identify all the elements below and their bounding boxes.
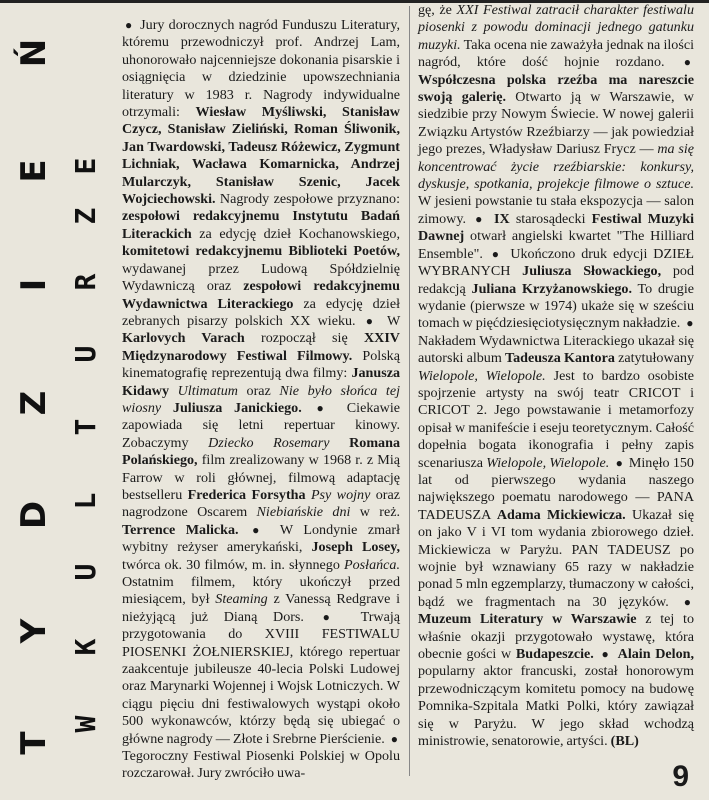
- column-divider: [409, 6, 410, 776]
- bullet-mark: ●: [322, 609, 358, 624]
- text-run: Niebiańskie dni: [256, 504, 351, 521]
- text-run: Terrence Malicka.: [122, 521, 239, 538]
- text-column-right: [418, 2, 694, 750]
- text-run: z Vanessą Redgrave i nieżyjącą już Dianą Dors.: [122, 591, 400, 625]
- title-letter: I: [14, 278, 54, 292]
- text-column-left: [122, 17, 400, 783]
- subtitle-letter: L: [69, 492, 102, 510]
- text-run: zatytułowany: [614, 350, 694, 367]
- bullet-mark: ●: [683, 594, 691, 609]
- text-run: [161, 400, 173, 416]
- text-run: twórca ok. 30 filmów, m. in. słynnego: [122, 556, 345, 573]
- subtitle-letter: Z: [69, 207, 102, 225]
- title-letter: T: [14, 731, 54, 755]
- text-run: W jesieni powstanie tu stała ekspozycja — salon zimowy.: [418, 193, 694, 227]
- text-run: [169, 383, 178, 399]
- section-title: [6, 14, 58, 784]
- text-run: IX: [494, 210, 510, 227]
- text-run: wydawanej przez Ludową Spółdzielnię Wydawniczą oraz: [122, 260, 400, 295]
- text-run: Minęło 150 lat od pierwszego wydania naszego największego poematu narodowego — PANA TADEUSZA: [418, 454, 694, 523]
- text-run: Nakładem Wydawnictwa Literackiego ukazał się autorski album: [418, 332, 694, 367]
- text-run: Steaming: [215, 591, 268, 608]
- text-run: [594, 646, 599, 662]
- text-run: film zrealizowany w 1968 r. z Mią Farrow w roli głównej, filmową adaptację bestselleru: [122, 452, 400, 503]
- subtitle-letter: W: [69, 715, 102, 733]
- text-run: Ukończono druk edycji DZIEŁ WYBRANYCH: [418, 245, 694, 280]
- text-run: [329, 435, 349, 451]
- text-run: Ukazał się on jako V i VI tom wydania zbiorowego dzieł. Mickiewicza w Paryżu. PAN TADEUSZ po wojnie był wznawiany 65 razy w nakładzie ponad 5 mln egzemplarzy, tłumaczony w całości, bądź we fragmentach na 30 języków.: [418, 506, 694, 610]
- subtitle-letter: U: [69, 563, 102, 581]
- text-run: w reż.: [350, 504, 401, 521]
- title-letter: E: [14, 159, 54, 183]
- text-run: rozpoczął się: [244, 330, 364, 347]
- text-run: W: [386, 312, 401, 329]
- text-run: Janusza Kidawy: [122, 365, 400, 399]
- text-run: Juliusza Janickiego.: [172, 399, 302, 416]
- bullet-mark: ●: [491, 246, 508, 261]
- subtitle-letter: T: [69, 418, 102, 436]
- text-run: Romana Polańskiego,: [122, 434, 400, 469]
- subtitle-letter: E: [69, 157, 102, 175]
- text-run: komitetowi redakcyjnemu Biblioteki Poetów,: [122, 243, 400, 260]
- text-run: [239, 522, 250, 538]
- subtitle-letter: R: [69, 273, 102, 291]
- text-run: Ciekawie zapowiada się letni repertuar kinowy. Zobaczymy: [122, 399, 400, 451]
- text-run: Otwarto ją w Warszawie, w siedzibie przy Nowym Świecie. W nowej galerii Związku Artystów Rzeźbiarzy — jak powiedział jego prezes, Władysław Dariusz Frycz —: [418, 89, 694, 158]
- text-run: Juliusza Słowackiego,: [522, 263, 662, 280]
- bullet-mark: ●: [252, 522, 277, 537]
- subtitle-letter: U: [69, 345, 102, 363]
- text-run: Budapeszcie.: [515, 646, 594, 663]
- page-number: 9: [672, 760, 689, 793]
- text-run: Polską kinematografię reprezentują dwa filmy:: [122, 347, 400, 382]
- text-run: Joseph Losey,: [311, 539, 400, 556]
- subtitle-letter: K: [69, 638, 102, 656]
- bullet-mark: ●: [686, 316, 694, 331]
- text-run: Ultimatum: [177, 382, 238, 399]
- text-run: Tadeusza Kantora: [504, 350, 615, 367]
- text-run: z tej to właśnie okazji przygotowało wystawę, która obecnie gości w: [418, 611, 694, 663]
- text-run: W Londynie zmarł wybitny reżyser amerykański,: [122, 521, 400, 556]
- text-run: XXIV Międzynarodowy Festiwal Filmowy.: [122, 330, 400, 364]
- text-run: starosądecki: [509, 210, 592, 227]
- title-letter: D: [14, 500, 54, 530]
- text-run: Taka ocena nie zaważyła jednak na ilości nagród, które dość hojnie rozdano.: [418, 36, 694, 71]
- text-run: Nie było słońca tej wiosny: [122, 382, 400, 416]
- text-run: Jest to bardzo osobiste spojrzenie artysty na swój teatr CRICOT i CRICOT 2. Jego powstawanie i metamorfozy opisał w manifeście i eseju teoretycznym. Całość dopełnia bogata ikonografia i pełny zapis scenariusza: [418, 367, 694, 471]
- text-run: Posłańca.: [344, 556, 400, 573]
- text-run: Juliana Krzyżanowskiego.: [471, 280, 632, 297]
- text-run: [302, 400, 314, 416]
- text-run: za edycję dzieł Kochanowskiego,: [191, 225, 400, 242]
- title-letter: Ń: [14, 38, 54, 68]
- text-run: Muzeum Literatury w Warszawie: [418, 611, 637, 628]
- text-run: Wielopole, Wielopole.: [486, 454, 610, 471]
- bullet-mark: ●: [365, 313, 384, 328]
- text-run: Alain Delon,: [617, 646, 694, 663]
- text-run: pod redakcją: [418, 263, 694, 297]
- text-run: gę, że: [418, 2, 457, 18]
- text-run: Festiwal Muzyki Dawnej: [418, 210, 694, 245]
- text-run: Dziecko Rosemary: [208, 434, 330, 451]
- bullet-mark: ●: [615, 455, 626, 470]
- bullet-mark: ●: [475, 211, 492, 226]
- bullet-mark: ●: [390, 731, 399, 746]
- text-run: ma się koncentrować życie rzeźbiarskie: konkursy, dyskusje, spotkania, projekcje filmowe o sztuce.: [418, 141, 694, 193]
- bullet-mark: ●: [125, 18, 138, 32]
- text-run: (BL): [610, 733, 639, 750]
- text-run: Jury dorocznych nagród Funduszu Literatury, któremu przewodniczył prof. Andrzej Lam, uhonorowało najcenniejsze dokonania pisarskie i osiągnięcia w dziedzinie upowszechniania literatury w 1983 r. Nagrody indywidualne otrzymali:: [122, 17, 401, 121]
- text-run: Psy wojny: [310, 486, 371, 503]
- text-run: Wielopole, Wielopole.: [418, 367, 546, 384]
- text-run: Frederica Forsytha: [187, 486, 306, 503]
- text-run: Wiesław Myśliwski, Stanisław Czycz, Stanisław Zieliński, Roman Śliwonik, Jan Twardowski, Tadeusz Różewicz, Zygmunt Lichniak, Wacława Komarnicka, Andrzej Mularczyk, Stanisław Szenic, Jacek Wojciechowski.: [122, 104, 400, 208]
- section-subtitle: [62, 150, 110, 750]
- title-letter: Z: [14, 390, 54, 416]
- text-run: Karlovych Varach: [122, 330, 245, 347]
- bullet-mark: ●: [316, 400, 344, 415]
- paragraph: [418, 2, 694, 750]
- paragraph: [122, 17, 400, 783]
- text-run: Adama Mickiewicza.: [496, 506, 626, 523]
- text-run: To drugie wydanie (pierwsze w 1974) ukaże się w sześciu tomach w pięćdziesięciotysięcznym nakładzie.: [418, 280, 695, 332]
- text-run: Trwają przygotowania do XVIII FESTIWALU PIOSENKI ŻOŁNIERSKIEJ, którego repertuar zaakcentuje jubileusze 40-lecia Polski Ludowej oraz Marynarki Wojennej i Wojsk Lotniczych. W ciągu pięciu dni festiwalowych wystąpi około 500 wykonawców, którzy będą się ubiegać o główne nagrody — Złote i Srebrne Pierścienie.: [122, 608, 401, 747]
- text-run: zespołowi redakcyjnemu Instytutu Badań Literackich: [122, 208, 400, 242]
- text-run: oraz nagrodzone Oscarem: [122, 486, 401, 521]
- text-run: otwarł angielski kwartet "The Hilliard Ensemble".: [418, 228, 694, 262]
- text-run: zespołowi redakcyjnemu Wydawnictwa Literackiego: [122, 278, 400, 312]
- title-letter: Y: [14, 618, 54, 644]
- text-run: Tegoroczny Festiwal Piosenki Polskiej w Opolu rozczarował. Jury zwróciło uwa-: [122, 748, 400, 782]
- text-run: Nagrody zespołowe przyznano:: [215, 191, 400, 208]
- text-run: Ostatnim filmem, który ukończył przed miesiącem, był: [122, 574, 400, 608]
- text-run: za edycję dzieł zebranych pisarzy polskich XX wieku.: [122, 295, 400, 329]
- bullet-mark: ●: [601, 647, 615, 662]
- text-run: oraz: [237, 382, 280, 399]
- bullet-mark: ●: [683, 55, 691, 70]
- text-run: XXI Festiwal zatracił charakter festiwalu piosenki z powodu dominacji jednego gatunku muzyki.: [418, 2, 694, 53]
- text-run: Współczesna polska rzeźba ma nareszcie swoją galerię.: [418, 71, 694, 106]
- text-run: popularny aktor francuski, został honorowym przewodniczącym komitetu pomocy na budowę Pomnika-Szpitala Matki Polki, który zawiązał się w Paryżu. W jego skład wchodzą ministrowie, senatorowie, artyści.: [418, 663, 694, 750]
